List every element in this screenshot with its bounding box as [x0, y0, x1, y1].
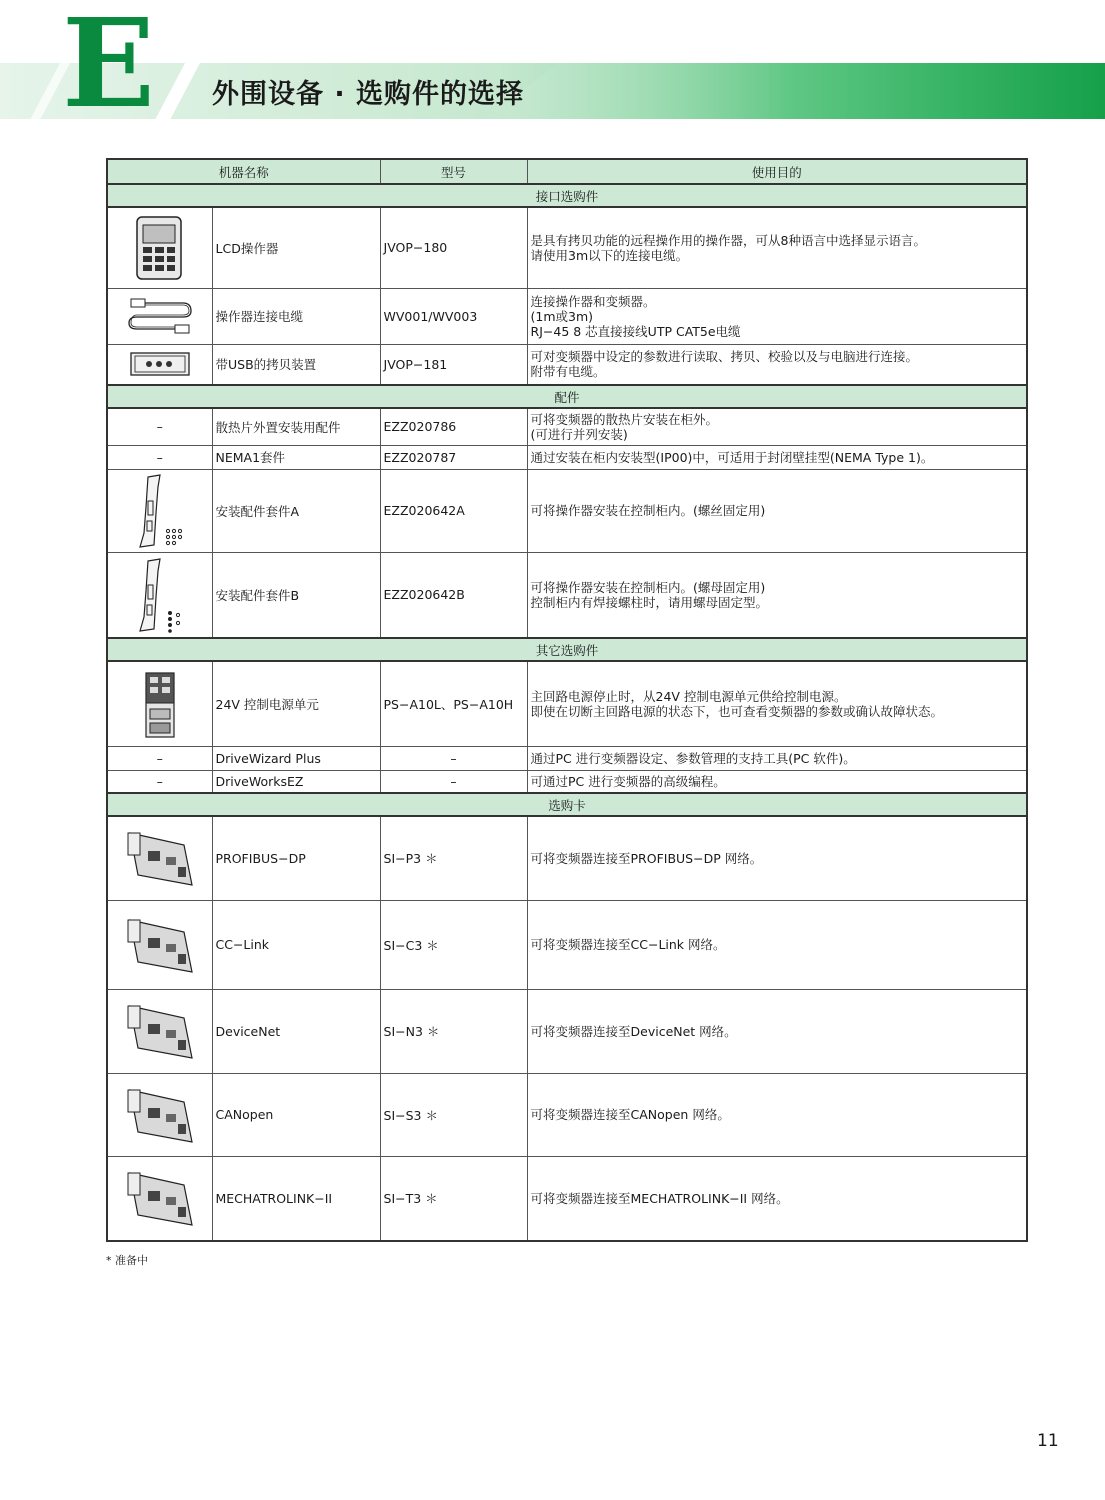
banner-graphic	[0, 0, 1105, 135]
footnote: * 准备中	[106, 1254, 148, 1267]
product-image	[107, 989, 212, 1073]
row-model: PS−A10L、PS−A10H	[380, 661, 527, 746]
purpose-line: 可将变频器连接至MECHATROLINK−II 网络。	[530, 1190, 789, 1206]
product-image	[107, 288, 212, 344]
no-image-dash: –	[107, 746, 212, 770]
row-purpose	[527, 1073, 1027, 1156]
purpose-line: 可将变频器连接至CANopen 网络。	[530, 1107, 730, 1122]
option-card-icon	[122, 996, 198, 1066]
table-row	[107, 552, 1027, 638]
row-model: SI−S3 ＊	[380, 1073, 527, 1156]
purpose-line: 通过PC 进行变频器设定、参数管理的支持工具(PC 软件)。	[530, 750, 856, 766]
row-model: EZZ020642A	[380, 469, 527, 552]
row-purpose	[527, 207, 1027, 288]
row-model: SI−P3 ＊	[380, 816, 527, 900]
col-header-purpose: 使用目的	[527, 159, 1027, 184]
row-purpose	[527, 469, 1027, 552]
product-image	[107, 207, 212, 288]
product-image	[107, 469, 212, 552]
product-image	[107, 552, 212, 638]
row-name: DriveWizard Plus	[212, 746, 380, 770]
purpose-line: 主回路电源停止时，从24V 控制电源单元供给控制电源。	[530, 688, 847, 704]
row-purpose	[527, 746, 1027, 770]
purpose-line: 请使用3m以下的连接电缆。	[530, 247, 689, 263]
row-model: SI−N3 ＊	[380, 989, 527, 1073]
col-header-model: 型号	[380, 159, 527, 184]
row-model: EZZ020786	[380, 408, 527, 445]
page-title: 外围设备 · 选购件的选择	[212, 79, 525, 110]
product-image	[107, 816, 212, 900]
table-row	[107, 746, 1027, 770]
row-name: CANopen	[212, 1073, 380, 1156]
row-name: 安装配件套件B	[212, 552, 380, 638]
lcd-operator-icon	[134, 215, 186, 281]
purpose-line: (可进行并列安装)	[530, 426, 628, 442]
purpose-line: 通过安装在柜内安装型(IP00)中，可适用于封闭壁挂型(NEMA Type 1)。	[530, 449, 934, 465]
table-row	[107, 469, 1027, 552]
row-model: JVOP−180	[380, 207, 527, 288]
row-name: LCD操作器	[212, 207, 380, 288]
no-image-dash: –	[107, 445, 212, 469]
table-row	[107, 900, 1027, 989]
product-image	[107, 1073, 212, 1156]
page-number: 11	[1037, 1431, 1059, 1451]
purpose-line: 附带有电缆。	[530, 364, 606, 380]
no-image-dash: –	[107, 770, 212, 793]
purpose-line: 连接操作器和变频器。	[530, 293, 656, 309]
row-purpose	[527, 1156, 1027, 1241]
table-row	[107, 1073, 1027, 1156]
table-row	[107, 344, 1027, 385]
product-image	[107, 661, 212, 746]
row-name: 散热片外置安装用配件	[212, 408, 380, 445]
section-title: 其它选购件	[107, 638, 1027, 661]
options-table	[106, 158, 1028, 1242]
purpose-line: 即使在切断主回路电源的状态下，也可查看变频器的参数或确认故障状态。	[530, 703, 944, 719]
row-model: SI−C3 ＊	[380, 900, 527, 989]
row-name: DeviceNet	[212, 989, 380, 1073]
section-row	[107, 793, 1027, 816]
row-purpose	[527, 989, 1027, 1073]
row-name: 操作器连接电缆	[212, 288, 380, 344]
table-row	[107, 989, 1027, 1073]
no-image-dash: –	[107, 408, 212, 445]
row-purpose	[527, 900, 1027, 989]
section-row	[107, 385, 1027, 408]
mounting-kit-b-icon	[134, 557, 186, 633]
row-model: WV001/WV003	[380, 288, 527, 344]
row-name: 安装配件套件A	[212, 469, 380, 552]
purpose-line: 可将变频器连接至PROFIBUS−DP 网络。	[530, 850, 763, 866]
section-row	[107, 638, 1027, 661]
row-purpose	[527, 408, 1027, 445]
row-name: MECHATROLINK−II	[212, 1156, 380, 1241]
option-card-icon	[122, 1163, 198, 1233]
product-image	[107, 344, 212, 385]
row-model: JVOP−181	[380, 344, 527, 385]
section-title: 选购卡	[107, 793, 1027, 816]
purpose-line: (1m或3m)	[530, 308, 594, 324]
purpose-line: RJ−45 8 芯直接接线UTP CAT5e电缆	[530, 323, 741, 339]
row-purpose	[527, 770, 1027, 793]
purpose-line: 可通过PC 进行变频器的高级编程。	[530, 773, 726, 789]
row-model: –	[380, 770, 527, 793]
row-name: CC−Link	[212, 900, 380, 989]
row-purpose	[527, 816, 1027, 900]
row-purpose	[527, 288, 1027, 344]
purpose-line: 可将操作器安装在控制柜内。(螺母固定用)	[530, 579, 766, 595]
table-row	[107, 445, 1027, 469]
row-purpose	[527, 445, 1027, 469]
section-title: 接口选购件	[107, 184, 1027, 207]
section-letter: E	[62, 0, 155, 135]
purpose-line: 可将操作器安装在控制柜内。(螺丝固定用)	[530, 503, 766, 518]
mounting-kit-a-icon	[134, 473, 186, 549]
product-image	[107, 1156, 212, 1241]
purpose-line: 可将变频器连接至CC−Link 网络。	[530, 937, 726, 952]
table-row	[107, 661, 1027, 746]
purpose-line: 控制柜内有焊接螺柱时，请用螺母固定型。	[530, 594, 769, 610]
purpose-line: 可将变频器连接至DeviceNet 网络。	[530, 1023, 737, 1039]
row-model: –	[380, 746, 527, 770]
product-image	[107, 900, 212, 989]
table-row	[107, 770, 1027, 793]
section-row	[107, 184, 1027, 207]
chapter-banner	[0, 0, 1105, 135]
table-row	[107, 1156, 1027, 1241]
row-purpose	[527, 552, 1027, 638]
section-title: 配件	[107, 385, 1027, 408]
purpose-line: 可将变频器的散热片安装在柜外。	[530, 411, 719, 427]
row-purpose	[527, 661, 1027, 746]
option-card-icon	[122, 910, 198, 980]
row-model: EZZ020787	[380, 445, 527, 469]
purpose-line: 可对变频器中设定的参数进行读取、拷贝、校验以及与电脑进行连接。	[530, 349, 919, 365]
row-name: DriveWorksEZ	[212, 770, 380, 793]
cable-icon	[125, 295, 195, 337]
table-header-row	[107, 159, 1027, 184]
power-supply-unit-icon	[138, 667, 182, 741]
row-name: 24V 控制电源单元	[212, 661, 380, 746]
option-card-icon	[122, 823, 198, 893]
option-card-icon	[122, 1080, 198, 1150]
purpose-line: 是具有拷贝功能的远程操作用的操作器，可从8种语言中选择显示语言。	[530, 232, 926, 248]
table-row	[107, 207, 1027, 288]
row-model: EZZ020642B	[380, 552, 527, 638]
row-name: 带USB的拷贝装置	[212, 344, 380, 385]
table-row	[107, 408, 1027, 445]
row-name: PROFIBUS−DP	[212, 816, 380, 900]
row-model: SI−T3 ＊	[380, 1156, 527, 1241]
row-purpose	[527, 344, 1027, 385]
col-header-name: 机器名称	[107, 159, 380, 184]
table-row	[107, 288, 1027, 344]
row-name: NEMA1套件	[212, 445, 380, 469]
table-row	[107, 816, 1027, 900]
usb-copy-unit-icon	[129, 351, 191, 377]
